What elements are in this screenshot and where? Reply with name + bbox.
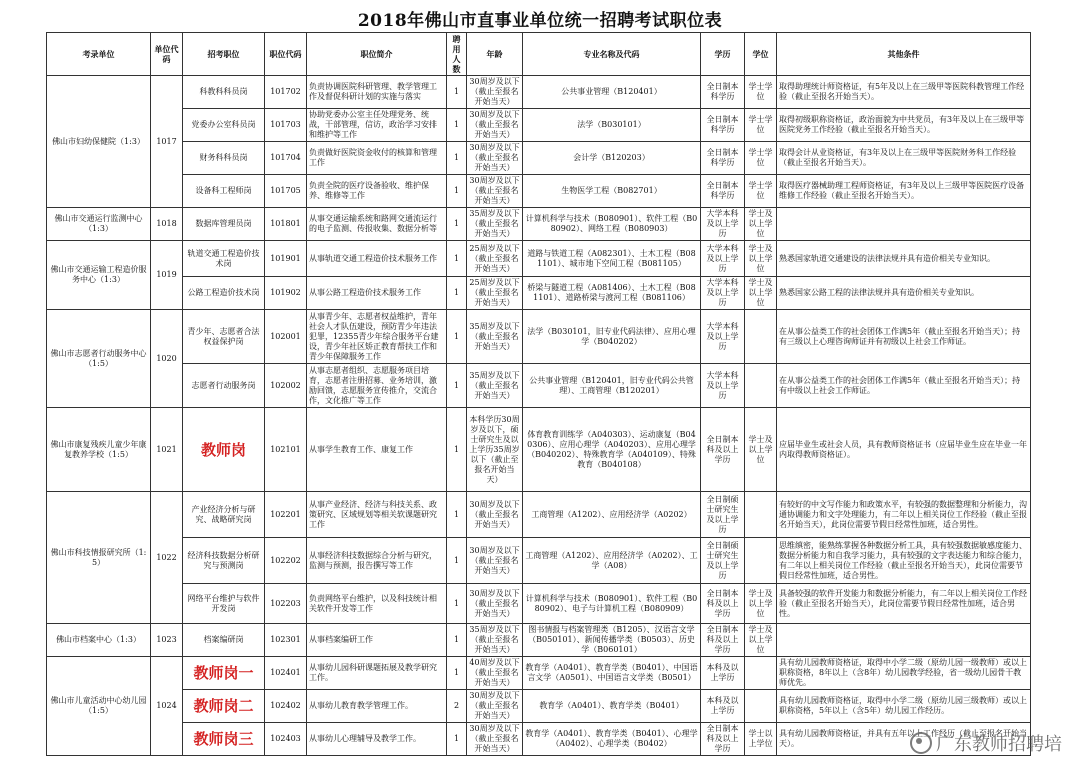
degree-cell: 学士学位 bbox=[745, 175, 777, 208]
degree-cell: 学士及以上学位 bbox=[745, 277, 777, 310]
major-cell: 体育教育训练学（A040303）、运动康复（B040306）、应用心理学（A040203）、应用心理学（B040202）、特殊教育学（A040109）、特殊教育（B040108） bbox=[523, 408, 701, 492]
degree-cell: 学士及以上学位 bbox=[745, 408, 777, 492]
position-code-cell: 101702 bbox=[265, 76, 307, 109]
conditions-cell: 取得初级职称资格证，政治面貌为中共党员，有3年及以上在三级甲等医院党务工作经验（截止至报名开始当天）。 bbox=[777, 109, 1031, 142]
unit-cell: 佛山市交通运输工程造价服务中心（1:3） bbox=[47, 241, 151, 310]
intro-cell: 负责全院的医疗设备验收、维护保养、维修等工作 bbox=[307, 175, 447, 208]
age-cell: 30周岁及以下（截止至报名开始当天） bbox=[467, 492, 523, 538]
major-cell: 生物医学工程（B082701） bbox=[523, 175, 701, 208]
conditions-cell: 具有幼儿园教师资格证，取得中小学二级（原幼儿园三级教师）或以上职称资格，5年以上（含5年）幼儿园工作经历。 bbox=[777, 690, 1031, 723]
position-table bbox=[46, 32, 1031, 756]
degree-cell bbox=[745, 492, 777, 538]
conditions-cell: 取得助理统计师资格证，有5年及以上在三级甲等医院科教管理工作经验（截止至报名开始当天）。 bbox=[777, 76, 1031, 109]
unit-code-cell: 1017 bbox=[151, 76, 183, 208]
position-cell: 教师岗一 bbox=[183, 657, 265, 690]
intro-cell: 从事志愿者组织、志愿服务项目培育，志愿者注册招募、业务培训，激励回馈，志愿服务宣传推介，交流合作，文化推广等工作 bbox=[307, 364, 447, 408]
position-cell: 科教科科员岗 bbox=[183, 76, 265, 109]
intro-cell: 从事公路工程造价技术服务工作 bbox=[307, 277, 447, 310]
table-row bbox=[47, 408, 1031, 492]
degree-cell bbox=[745, 364, 777, 408]
age-cell: 30周岁及以下（截止至报名开始当天） bbox=[467, 109, 523, 142]
position-cell: 青少年、志愿者合法权益保护岗 bbox=[183, 310, 265, 364]
position-cell: 轨道交通工程造价技术岗 bbox=[183, 241, 265, 277]
education-cell: 全日制本科及以上学历 bbox=[701, 723, 745, 756]
header-cell: 专业名称及代码 bbox=[523, 33, 701, 76]
education-cell: 全日制本科学历 bbox=[701, 109, 745, 142]
intro-cell: 负责网络平台维护，以及科技统计相关软件开发等工作 bbox=[307, 584, 447, 624]
headcount-cell: 2 bbox=[447, 690, 467, 723]
major-cell: 道路与铁道工程（A082301）、土木工程（B081101）、城市地下空间工程（B081105） bbox=[523, 241, 701, 277]
position-code-cell: 101901 bbox=[265, 241, 307, 277]
major-cell: 会计学（B120203） bbox=[523, 142, 701, 175]
age-cell: 30周岁及以下（截止至报名开始当天） bbox=[467, 690, 523, 723]
intro-cell: 从事幼儿教育教学管理工作。 bbox=[307, 690, 447, 723]
conditions-cell bbox=[777, 624, 1031, 657]
headcount-cell: 1 bbox=[447, 277, 467, 310]
education-cell: 大学本科及以上学历 bbox=[701, 364, 745, 408]
education-cell: 全日制本科及以上学历 bbox=[701, 584, 745, 624]
position-code-cell: 102201 bbox=[265, 492, 307, 538]
intro-cell: 负责协调医院科研管理、教学管理工作及督促科研计划的实施与落实 bbox=[307, 76, 447, 109]
intro-cell: 从事产业经济、经济与科技关系、政策研究、区域规划等相关软课题研究工作 bbox=[307, 492, 447, 538]
conditions-cell: 在从事公益类工作的社会团体工作满5年（截止至报名开始当天）；持有三级以上心理咨询师证并有初级以上社会工作师证。 bbox=[777, 310, 1031, 364]
major-cell: 教育学（A0401）、教育学类（B0401）、心理学（A0402）、心理学类（B0402） bbox=[523, 723, 701, 756]
conditions-cell: 取得医疗器械助理工程师资格证，有3年及以上三级甲等医院医疗设备维修工作经验（截止至报名开始当天）。 bbox=[777, 175, 1031, 208]
position-code-cell: 102203 bbox=[265, 584, 307, 624]
position-cell: 财务科科员岗 bbox=[183, 142, 265, 175]
conditions-cell: 具有幼儿园教师资格证，取得中小学二级（原幼儿园一级教师）或以上职称资格，8年以上（含8年）幼儿园教学经验，省一级幼儿园骨干教师优先。 bbox=[777, 657, 1031, 690]
education-cell: 大学本科及以上学历 bbox=[701, 277, 745, 310]
position-code-cell: 102301 bbox=[265, 624, 307, 657]
headcount-cell: 1 bbox=[447, 624, 467, 657]
headcount-cell: 1 bbox=[447, 76, 467, 109]
unit-cell: 佛山市儿童活动中心幼儿园（1:5） bbox=[47, 657, 151, 756]
table-row bbox=[47, 538, 1031, 584]
header-cell: 职位代码 bbox=[265, 33, 307, 76]
unit-cell: 佛山市档案中心（1:3） bbox=[47, 624, 151, 657]
education-cell: 大学本科及以上学历 bbox=[701, 241, 745, 277]
table-row bbox=[47, 492, 1031, 538]
conditions-cell: 具有幼儿园教师资格证，并具有五年以上工作经历（截止至报名开始当天）。 bbox=[777, 723, 1031, 756]
header-cell: 年龄 bbox=[467, 33, 523, 76]
position-cell: 公路工程造价技术岗 bbox=[183, 277, 265, 310]
education-cell: 全日制本科学历 bbox=[701, 175, 745, 208]
headcount-cell: 1 bbox=[447, 208, 467, 241]
headcount-cell: 1 bbox=[447, 175, 467, 208]
headcount-cell: 1 bbox=[447, 538, 467, 584]
intro-cell: 从事轨道交通工程造价技术服务工作 bbox=[307, 241, 447, 277]
intro-cell: 负责做好医院资金收付的核算和管理工作 bbox=[307, 142, 447, 175]
major-cell: 公共事业管理（B120401） bbox=[523, 76, 701, 109]
position-code-cell: 101801 bbox=[265, 208, 307, 241]
major-cell: 法学（B030101，旧专业代码法律）、应用心理学（B040202） bbox=[523, 310, 701, 364]
wechat-icon bbox=[910, 732, 932, 754]
age-cell: 35周岁及以下（截止至报名开始当天） bbox=[467, 310, 523, 364]
intro-cell: 从事学生教育工作、康复工作 bbox=[307, 408, 447, 492]
header-cell: 聘用人数 bbox=[447, 33, 467, 76]
conditions-cell: 应届毕业生或社会人员，具有教师资格证书（应届毕业生应在毕业一年内取得教师资格证）。 bbox=[777, 408, 1031, 492]
position-cell: 数据库管理员岗 bbox=[183, 208, 265, 241]
table-row bbox=[47, 277, 1031, 310]
major-cell: 工商管理（A1202）、应用经济学（A0202） bbox=[523, 492, 701, 538]
degree-cell: 学士以上学位 bbox=[745, 723, 777, 756]
major-cell: 公共事业管理（B120401，旧专业代码公共管理）、工商管理（B120201） bbox=[523, 364, 701, 408]
position-code-cell: 101704 bbox=[265, 142, 307, 175]
position-cell: 党委办公室科员岗 bbox=[183, 109, 265, 142]
major-cell: 工商管理（A1202）、应用经济学（A0202）、工学（A08） bbox=[523, 538, 701, 584]
position-cell: 志愿者行动服务岗 bbox=[183, 364, 265, 408]
degree-cell bbox=[745, 310, 777, 364]
age-cell: 30周岁及以下（截止至报名开始当天） bbox=[467, 723, 523, 756]
position-cell: 档案编研岗 bbox=[183, 624, 265, 657]
conditions-cell: 取得会计从业资格证，有3年及以上在三级甲等医院财务科工作经验（截止至报名开始当天）。 bbox=[777, 142, 1031, 175]
table-row bbox=[47, 657, 1031, 690]
unit-code-cell: 1022 bbox=[151, 492, 183, 624]
degree-cell: 学士学位 bbox=[745, 76, 777, 109]
position-cell: 教师岗 bbox=[183, 408, 265, 492]
header-cell: 学位 bbox=[745, 33, 777, 76]
watermark bbox=[910, 730, 1062, 756]
unit-cell: 佛山市科技情报研究所（1:5） bbox=[47, 492, 151, 624]
major-cell: 图书情报与档案管理类（B1205）、汉语言文学（B050101）、新闻传播学类（B0503）、历史学（B060101） bbox=[523, 624, 701, 657]
table-row bbox=[47, 142, 1031, 175]
position-cell: 教师岗三 bbox=[183, 723, 265, 756]
unit-cell: 佛山市康复残疾儿童少年康复教养学校（1:5） bbox=[47, 408, 151, 492]
education-cell: 全日制硕士研究生及以上学历 bbox=[701, 492, 745, 538]
position-cell: 设备科工程师岗 bbox=[183, 175, 265, 208]
age-cell: 30周岁及以下（截止至报名开始当天） bbox=[467, 175, 523, 208]
age-cell: 25周岁及以下（截止至报名开始当天） bbox=[467, 241, 523, 277]
table-row bbox=[47, 723, 1031, 756]
conditions-cell: 在从事公益类工作的社会团体工作满5年（截止至报名开始当天）；持有中级以上社会工作师证。 bbox=[777, 364, 1031, 408]
education-cell: 本科及以上学历 bbox=[701, 657, 745, 690]
table-header-row bbox=[47, 33, 1031, 76]
header-cell: 单位代码 bbox=[151, 33, 183, 76]
age-cell: 30周岁及以下（截止至报名开始当天） bbox=[467, 76, 523, 109]
table-row bbox=[47, 310, 1031, 364]
degree-cell bbox=[745, 538, 777, 584]
unit-code-cell: 1020 bbox=[151, 310, 183, 408]
table-row bbox=[47, 584, 1031, 624]
table-row bbox=[47, 364, 1031, 408]
header-cell: 考录单位 bbox=[47, 33, 151, 76]
unit-code-cell: 1024 bbox=[151, 657, 183, 756]
degree-cell: 学士及以上学位 bbox=[745, 241, 777, 277]
conditions-cell bbox=[777, 208, 1031, 241]
age-cell: 30周岁及以下（截止至报名开始当天） bbox=[467, 584, 523, 624]
age-cell: 25周岁及以下（截止至报名开始当天） bbox=[467, 277, 523, 310]
page-title: 2018年佛山市直事业单位统一招聘考试职位表 bbox=[357, 11, 723, 31]
age-cell: 30周岁及以下（截止至报名开始当天） bbox=[467, 142, 523, 175]
education-cell: 大学本科及以上学历 bbox=[701, 310, 745, 364]
headcount-cell: 1 bbox=[447, 241, 467, 277]
header-cell: 招考职位 bbox=[183, 33, 265, 76]
intro-cell: 从事幼儿园科研课题拓展及教学研究工作。 bbox=[307, 657, 447, 690]
major-cell: 教育学（A0401）、教育学类（B0401） bbox=[523, 690, 701, 723]
conditions-cell: 熟悉国家轨道交通建设的法律法规并具有造价相关专业知识。 bbox=[777, 241, 1031, 277]
table-row bbox=[47, 175, 1031, 208]
table-row bbox=[47, 109, 1031, 142]
headcount-cell: 1 bbox=[447, 657, 467, 690]
header-cell: 其他条件 bbox=[777, 33, 1031, 76]
degree-cell: 学士及以上学位 bbox=[745, 208, 777, 241]
education-cell: 全日制本科及以上学历 bbox=[701, 624, 745, 657]
position-code-cell: 102401 bbox=[265, 657, 307, 690]
position-code-cell: 102101 bbox=[265, 408, 307, 492]
major-cell: 桥梁与隧道工程（A081406）、土木工程（B081101）、道路桥梁与渡河工程（B081106） bbox=[523, 277, 701, 310]
unit-code-cell: 1023 bbox=[151, 624, 183, 657]
headcount-cell: 1 bbox=[447, 109, 467, 142]
intro-cell: 从事经济科技数据综合分析与研究，监测与预测，报告撰写等工作 bbox=[307, 538, 447, 584]
education-cell: 全日制本科及以上学历 bbox=[701, 408, 745, 492]
intro-cell: 协助党委办公室主任处理党务、统战，干部管理，信访，政治学习安排和维护等工作 bbox=[307, 109, 447, 142]
headcount-cell: 1 bbox=[447, 364, 467, 408]
age-cell: 35周岁及以下（截止至报名开始当天） bbox=[467, 624, 523, 657]
headcount-cell: 1 bbox=[447, 142, 467, 175]
position-code-cell: 102402 bbox=[265, 690, 307, 723]
major-cell: 计算机科学与技术（B080901）、软件工程（B080902）、电子与计算机工程（B080909） bbox=[523, 584, 701, 624]
header-cell: 学历 bbox=[701, 33, 745, 76]
headcount-cell: 1 bbox=[447, 723, 467, 756]
intro-cell: 从事幼儿心理辅导及教学工作。 bbox=[307, 723, 447, 756]
age-cell: 30周岁及以下（截止至报名开始当天） bbox=[467, 538, 523, 584]
degree-cell bbox=[745, 690, 777, 723]
headcount-cell: 1 bbox=[447, 408, 467, 492]
education-cell: 全日制本科学历 bbox=[701, 76, 745, 109]
table-row bbox=[47, 76, 1031, 109]
table-row bbox=[47, 208, 1031, 241]
major-cell: 法学（B030101） bbox=[523, 109, 701, 142]
position-code-cell: 102202 bbox=[265, 538, 307, 584]
headcount-cell: 1 bbox=[447, 492, 467, 538]
table-row bbox=[47, 624, 1031, 657]
education-cell: 全日制本科学历 bbox=[701, 142, 745, 175]
table-row bbox=[47, 241, 1031, 277]
unit-code-cell: 1021 bbox=[151, 408, 183, 492]
table-body bbox=[47, 76, 1031, 756]
age-cell: 35周岁及以下（截止至报名开始当天） bbox=[467, 364, 523, 408]
header-cell: 职位简介 bbox=[307, 33, 447, 76]
age-cell: 35周岁及以下（截止至报名开始当天） bbox=[467, 208, 523, 241]
unit-cell: 佛山市志愿者行动服务中心（1:5） bbox=[47, 310, 151, 408]
unit-code-cell: 1019 bbox=[151, 241, 183, 310]
position-code-cell: 101705 bbox=[265, 175, 307, 208]
age-cell: 本科学历30周岁及以下，硕士研究生及以上学历35周岁以下（截止至报名开始当天） bbox=[467, 408, 523, 492]
unit-code-cell: 1018 bbox=[151, 208, 183, 241]
conditions-cell: 思维缜密，能熟练掌握各种数据分析工具，具有较强数据敏感度能力、数据分析能力和自我学习能力，具有较强的文字表达能力和综合能力，有二年以上相关岗位工作经验（截止至报名开始当天），此岗位需要节假日经常性加班，适合男性。 bbox=[777, 538, 1031, 584]
intro-cell: 从事交通运输系统和路网交通流运行的电子监测、传报收集、数据分析等 bbox=[307, 208, 447, 241]
unit-cell: 佛山市交通运行监测中心（1:3） bbox=[47, 208, 151, 241]
position-code-cell: 101902 bbox=[265, 277, 307, 310]
watermark-text: 广东教师招聘培 bbox=[936, 734, 1062, 755]
degree-cell bbox=[745, 657, 777, 690]
major-cell: 教育学（A0401）、教育学类（B0401）、中国语言文学（A0501）、中国语言文学类（B0501） bbox=[523, 657, 701, 690]
position-code-cell: 102001 bbox=[265, 310, 307, 364]
headcount-cell: 1 bbox=[447, 584, 467, 624]
education-cell: 全日制硕士研究生及以上学历 bbox=[701, 538, 745, 584]
education-cell: 本科及以上学历 bbox=[701, 690, 745, 723]
degree-cell: 学士学位 bbox=[745, 109, 777, 142]
position-code-cell: 102002 bbox=[265, 364, 307, 408]
position-cell: 教师岗二 bbox=[183, 690, 265, 723]
position-cell: 网络平台维护与软件开发岗 bbox=[183, 584, 265, 624]
table-row bbox=[47, 690, 1031, 723]
intro-cell: 从事档案编研工作 bbox=[307, 624, 447, 657]
degree-cell: 学士及以上学位 bbox=[745, 624, 777, 657]
position-cell: 产业经济分析与研究、战略研究岗 bbox=[183, 492, 265, 538]
conditions-cell: 熟悉国家公路工程的法律法规并具有造价相关专业知识。 bbox=[777, 277, 1031, 310]
degree-cell: 学士及以上学位 bbox=[745, 584, 777, 624]
major-cell: 计算机科学与技术（B080901）、软件工程（B080902）、网络工程（B080903） bbox=[523, 208, 701, 241]
headcount-cell: 1 bbox=[447, 310, 467, 364]
conditions-cell: 有较好的中文写作能力和政策水平，有较强的数据整理和分析能力，沟通协调能力和文字处理能力，有二年以上相关岗位工作经验（截止至报名开始当天），此岗位需要节假日经常性加班，适合男性。 bbox=[777, 492, 1031, 538]
conditions-cell: 具备较强的软件开发能力和数据分析能力，有二年以上相关岗位工作经验（截止至报名开始当天），此岗位需要节假日经常性加班，适合男性。 bbox=[777, 584, 1031, 624]
education-cell: 大学本科及以上学历 bbox=[701, 208, 745, 241]
position-cell: 经济科技数据分析研究与预测岗 bbox=[183, 538, 265, 584]
position-code-cell: 102403 bbox=[265, 723, 307, 756]
unit-cell: 佛山市妇幼保健院（1:3） bbox=[47, 76, 151, 208]
position-code-cell: 101703 bbox=[265, 109, 307, 142]
intro-cell: 从事青少年、志愿者权益维护，青年社会人才队伍建设，预防青少年违法犯罪，12355青少年综合服务平台建设，青少年社区矫正教育帮扶工作和青少年保障服务工作 bbox=[307, 310, 447, 364]
age-cell: 40周岁及以下（截止至报名开始当天） bbox=[467, 657, 523, 690]
degree-cell: 学士学位 bbox=[745, 142, 777, 175]
